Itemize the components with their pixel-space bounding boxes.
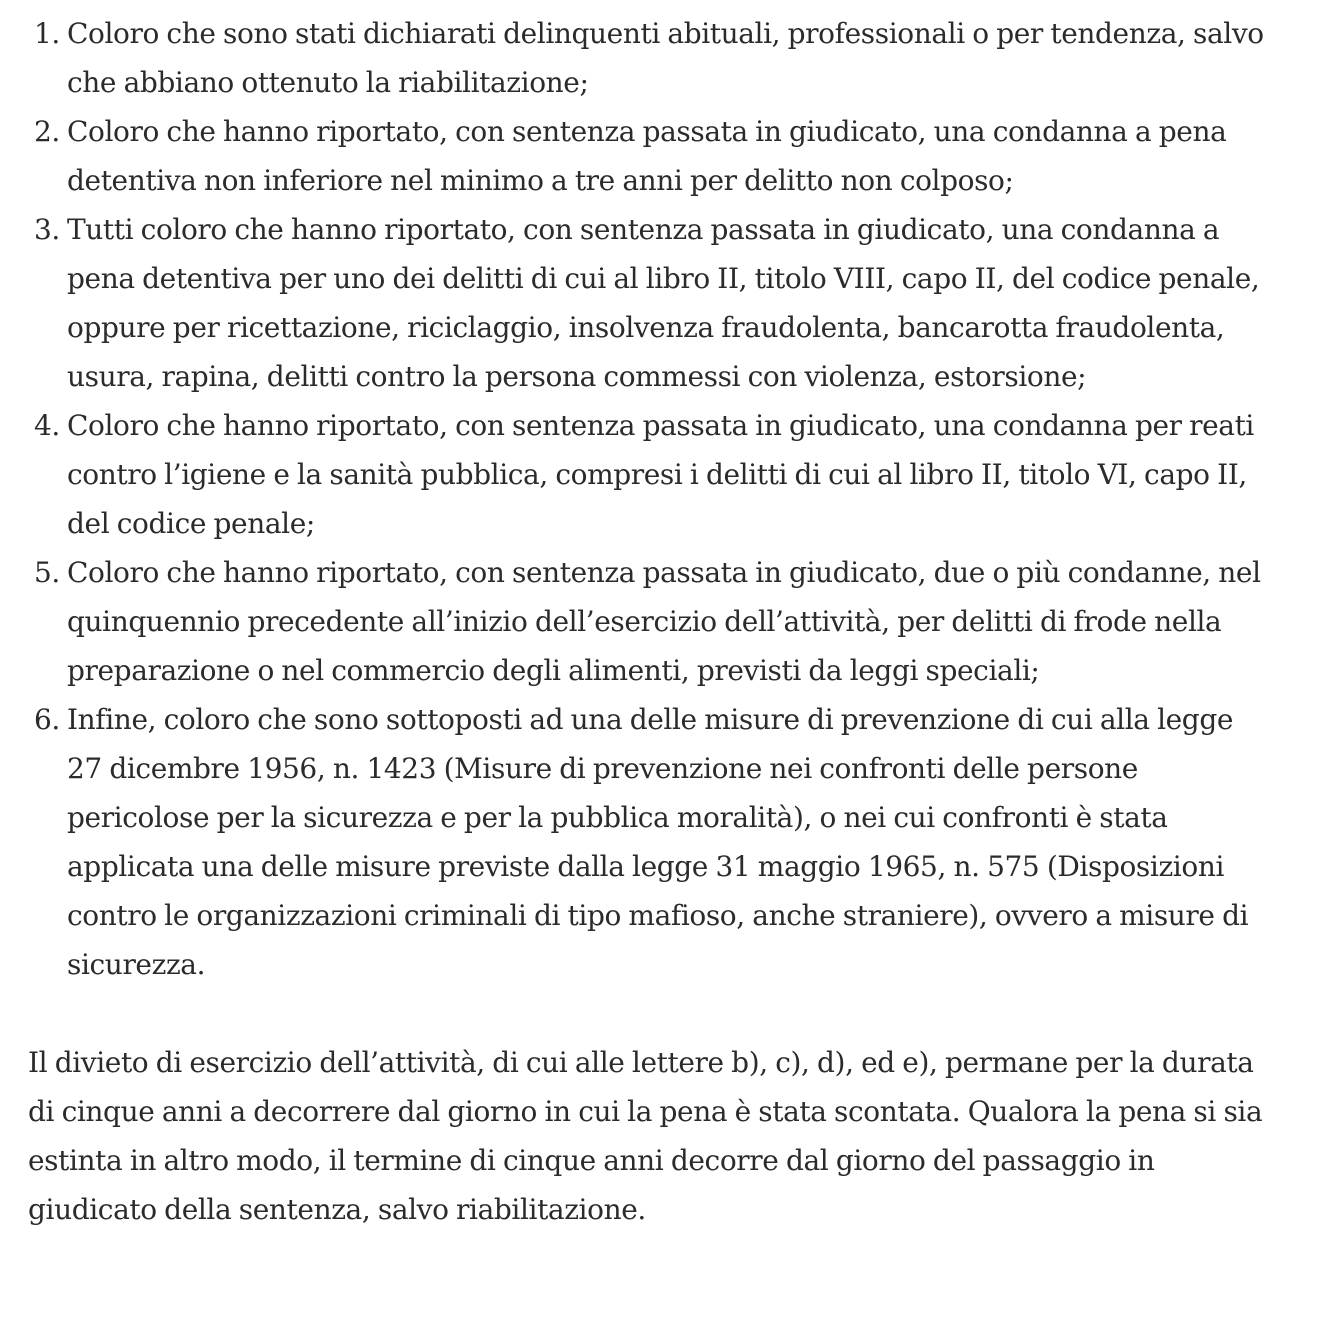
list-item [28,548,1268,695]
list-item [28,205,1268,401]
list-item-number: 3. [34,213,60,246]
list-item [28,695,1268,989]
list-item [28,401,1268,548]
list-item-text: Infine, coloro che sono sottoposti ad una delle misure di prevenzione di cui alla legge 27 dicembre 1956, n. 1423 (Misure di prevenzione nei confronti delle persone pericolose per la sicurezza e per la pubblica moralità), o nei cui confronti è stata applicata una delle misure previste dalla legge 31 maggio 1965, n. 575 (Disposizioni contro le organizzazioni criminali di tipo mafioso, anche straniere), ovvero a misure di sicurezza. [67,703,1249,981]
list-item-number: 6. [34,703,60,736]
list-item-text: Coloro che hanno riportato, con sentenza passata in giudicato, una condanna per reati contro l’igiene e la sanità pubblica, compresi i delitti di cui al libro II, titolo VI, capo II, del codice penale; [67,409,1254,540]
list-item-number: 5. [34,556,60,589]
list-item-number: 4. [34,409,60,442]
requirements-list [28,9,1268,989]
list-item-text: Coloro che hanno riportato, con sentenza passata in giudicato, due o più condanne, nel quinquennio precedente all’inizio dell’esercizio dell’attività, per delitti di frode nella preparazione o nel commercio degli alimenti, previsti da leggi speciali; [67,556,1261,687]
list-item [28,9,1268,107]
list-item-text: Coloro che hanno riportato, con sentenza passata in giudicato, una condanna a pena detentiva non inferiore nel minimo a tre anni per delitto non colposo; [67,115,1227,197]
list-item [28,107,1268,205]
list-item-number: 1. [34,17,60,50]
list-item-text: Coloro che sono stati dichiarati delinquenti abituali, professionali o per tendenza, salvo che abbiano ottenuto la riabilitazione; [67,17,1264,99]
list-item-number: 2. [34,115,60,148]
list-item-text: Tutti coloro che hanno riportato, con sentenza passata in giudicato, una condanna a pena detentiva per uno dei delitti di cui al libro II, titolo VIII, capo II, del codice penale, oppure per ricettazione, riciclaggio, insolvenza fraudolenta, bancarotta fraudolenta, usura, rapina, delitti contro la persona commessi con violenza, estorsione; [67,213,1260,393]
closing-paragraph: Il divieto di esercizio dell’attività, di cui alle lettere b), c), d), ed e), permane per la durata di cinque anni a decorrere dal giorno in cui la pena è stata scontata. Qualora la pena si sia estinta in altro modo, il termine di cinque anni decorre dal giorno del passaggio in giudicato della sentenza, salvo riabilitazione. [28,1046,1263,1226]
article-body [28,9,1268,1234]
